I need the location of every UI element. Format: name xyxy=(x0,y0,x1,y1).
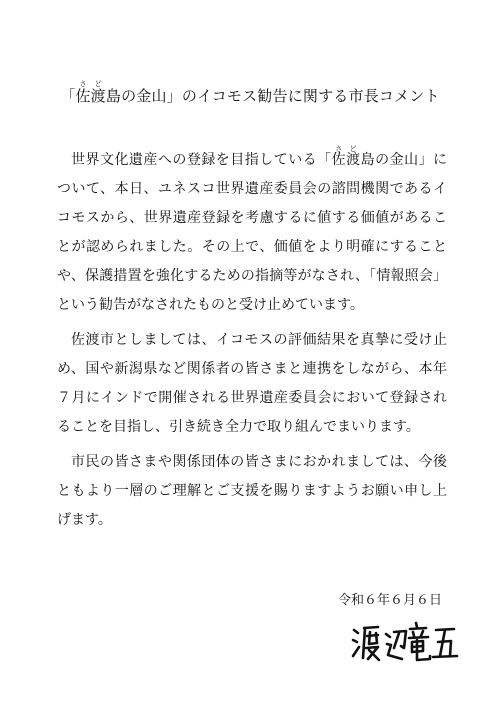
document-date: 令和６年６月６日 xyxy=(337,593,442,608)
title-sado-text: 佐渡 xyxy=(75,87,106,105)
title-sado-ruby: さど xyxy=(75,80,106,88)
title-sado xyxy=(75,80,106,105)
title-quote-close: 」 xyxy=(166,87,182,105)
paragraph-1-lead: 世界文化遺産への登録を目指している xyxy=(71,152,318,168)
paragraph-1-no-kinzan: の金山 xyxy=(375,152,419,168)
paragraph-2: 佐渡市としましては、イコモスの評価結果を真摯に受け止め、国や新潟県など関係者の皆さまと連携をしながら、本年７月にインドで開催される世界遺産委員会において登録されることを目指し、引き続き全力で取り組んでまいります。 xyxy=(57,332,447,435)
document-body xyxy=(57,145,447,541)
paragraph-3: 市民の皆さまや関係団体の皆さまにおかれましては、今後ともより一層のご理解とご支援を賜りますようお願い申し上げます。 xyxy=(57,454,447,528)
title-island: 島 xyxy=(105,87,122,105)
title-rest: のイコモス勧告に関する市長コメント xyxy=(181,87,440,105)
paragraph-1-sado xyxy=(331,145,361,168)
paragraph-1-quote-open: 「 xyxy=(317,152,332,168)
paragraph-1-rest: について、本日、ユネスコ世界遺産委員会の諮問機関であるイコモスから、世界遺産登録を考慮するに値する価値があることが認められました。その上で、価値をより明確にすることや、保護措置を強化するための指摘等がなされ、「情報照会」という勧告がなされたものと受け止めています。 xyxy=(57,152,448,313)
paragraph-1-sado-ruby: さど xyxy=(331,145,361,153)
title-quote-open: 「 xyxy=(60,87,76,105)
paragraph-1-sado-text: 佐渡 xyxy=(331,152,361,168)
paragraph-1-quote-close: 」 xyxy=(418,152,434,168)
paragraph-1-island: 島 xyxy=(360,152,376,168)
paragraph-1 xyxy=(57,145,447,320)
signature-image xyxy=(350,618,460,668)
title-no-kinzan: の金山 xyxy=(121,87,167,105)
document-title xyxy=(0,80,500,107)
